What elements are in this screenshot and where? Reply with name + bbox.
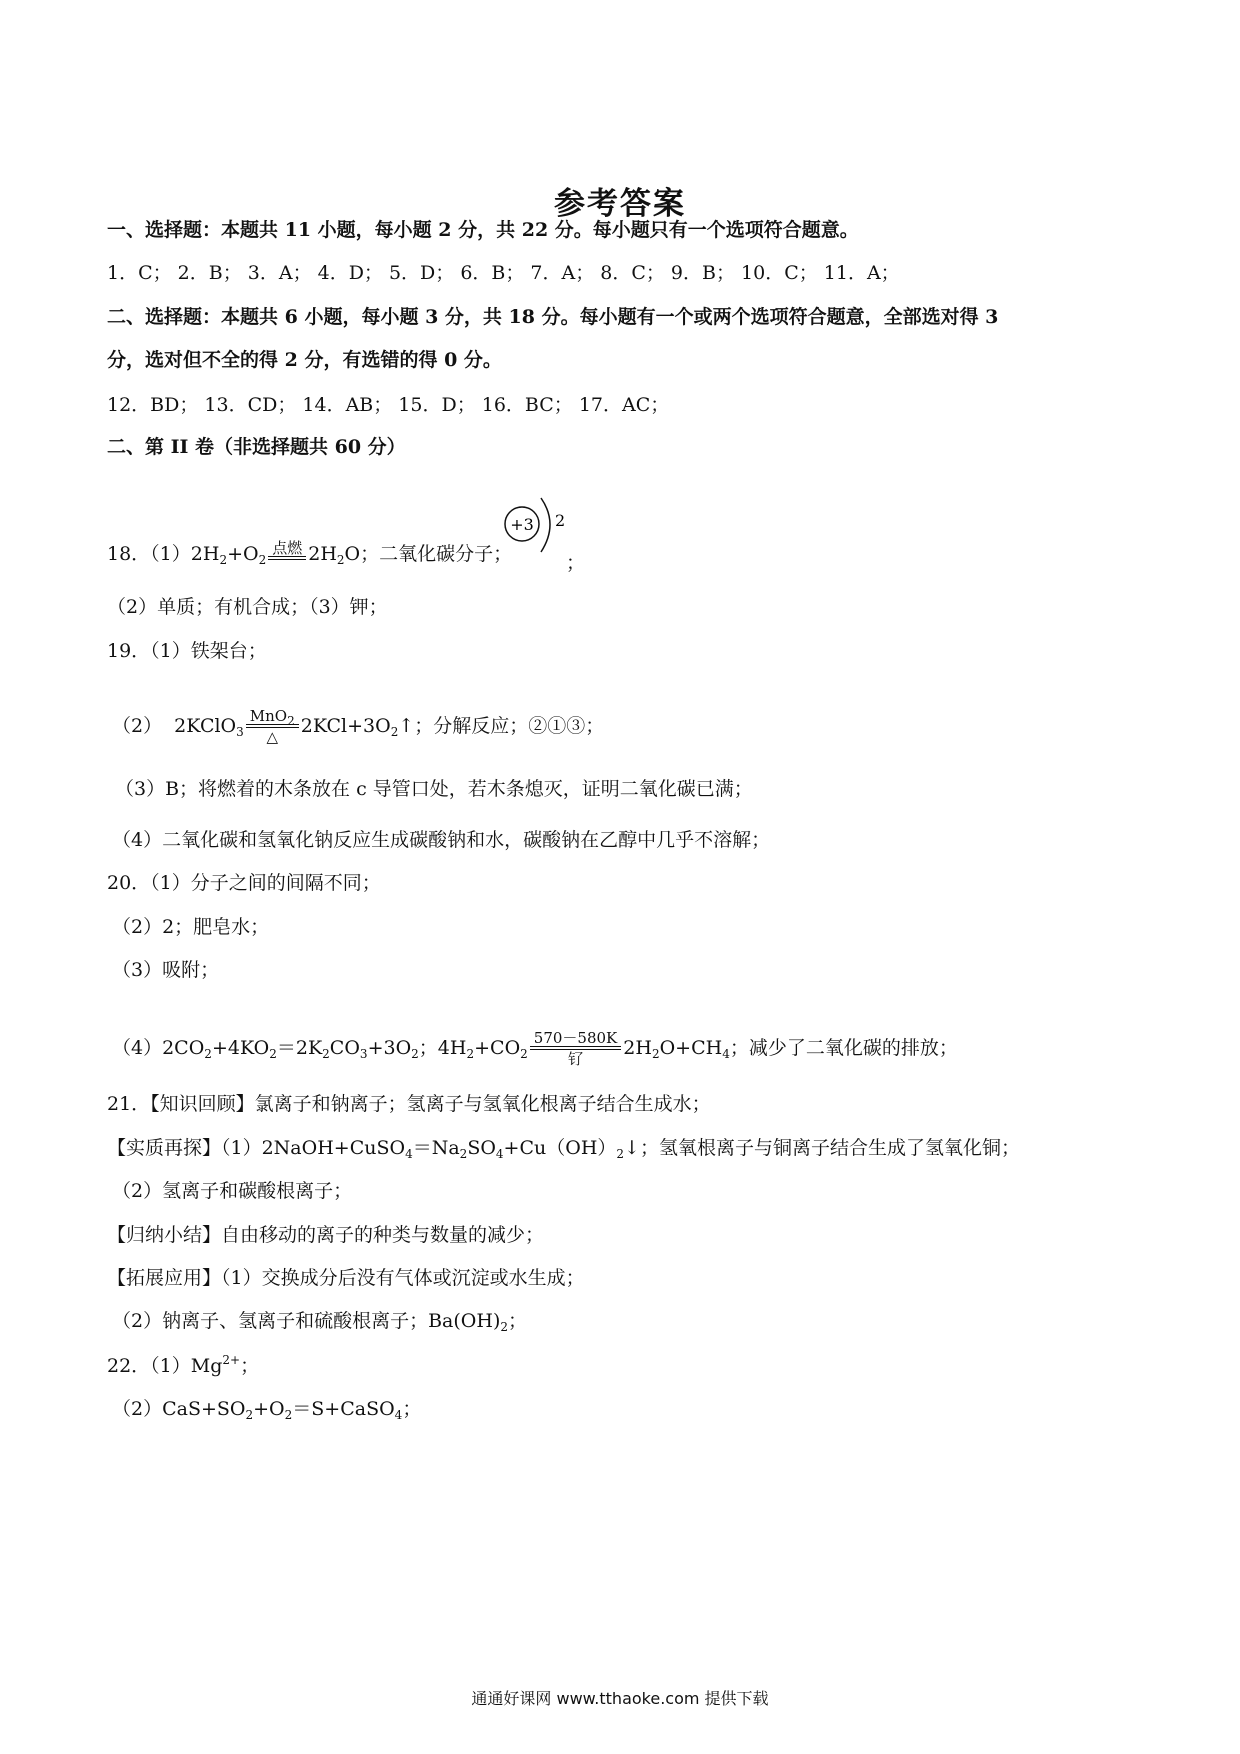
section2-answers: 12．BD； 13．CD； 14．AB； 15．D； 16．BC； 17．AC； [107, 394, 670, 416]
q18-line2: （2）单质；有机合成；（3）钾； [107, 596, 388, 618]
q18-condition: 点燃 [272, 539, 303, 557]
atom-shell-label: 2 [555, 511, 565, 530]
q20-line4-prefix: （4） [112, 1037, 163, 1059]
q22-line1-sup: 2+ [222, 1353, 241, 1367]
q18-prefix: 18．（1）2H [107, 543, 220, 565]
q21-line2-suffix: ；氢氧根离子与铜离子结合生成了氢氧化铜； [639, 1137, 1020, 1159]
q22-line2-mid: +O [253, 1398, 285, 1420]
q18-line1: 18．$(1)2H_2+O_2$ 点燃 $2H_2O$；二氧化碳分子； [107, 540, 512, 570]
q19-line2: （2） 2KClO$_3$ MnO$_2$ △ $2KCl+3O_2↑$；分解反应；②①③； [112, 707, 605, 746]
page-footer: 通通好课网 www.tthaoke.com 提供下载 [471, 1689, 769, 1708]
section2-header-line1: 二、选择题：本题共 6 小题，每小题 3 分，共 18 分。每小题有一个或两个选项符合题意，全部选对得 3 [107, 306, 999, 328]
q18-end: ； [566, 552, 586, 574]
q22-line1-prefix: 22．（1）Mg [107, 1355, 223, 1377]
q22-line2-suffix: ＝S+CaSO [292, 1398, 395, 1420]
reaction-condition [268, 540, 306, 570]
section1-header: 一、选择题：本题共 11 小题，每小题 2 分，共 22 分。每小题只有一个选项符合题意。 [107, 219, 859, 241]
q21-line6-prefix: （2）钠离子、氢离子和硫酸根离子；Ba(OH) [112, 1310, 501, 1332]
q21-line3: （2）氢离子和碳酸根离子； [112, 1180, 353, 1202]
q20-temp: 570－580K [533, 1029, 618, 1047]
q22-line1 [107, 1353, 259, 1379]
q19-line1: 19．（1）铁架台； [107, 640, 267, 662]
q19-heat: △ [266, 728, 279, 746]
q21-line2-prefix: 【实质再探】（1） [107, 1137, 262, 1159]
q20-line1: 20．（1）分子之间的间隔不同； [107, 872, 381, 894]
q19-line4: （4）二氧化碳和氢氧化钠反应生成碳酸钠和水，碳酸钠在乙醇中几乎不溶解； [112, 829, 771, 851]
q19-line3: （3）B；将燃着的木条放在 c 导管口处，若木条熄灭，证明二氧化碳已满； [115, 778, 753, 800]
reaction-condition [530, 1030, 621, 1068]
q19-line2-prefix: （2） [112, 715, 163, 737]
q20-catalyst: 钌 [568, 1050, 584, 1068]
q22-line2-prefix: （2）CaS+SO [112, 1398, 246, 1420]
q21-line6 [112, 1308, 527, 1334]
section2-header-line2: 分，选对但不全的得 2 分，有选错的得 0 分。 [107, 349, 502, 371]
q19-line2-suffix: ；分解反应；②①③； [414, 715, 605, 737]
q20-line4: $(4)2CO_2+4KO_2=2K_2CO_3+3O_2$；$4H_2+CO_2$ 570－580K 钌 $2H_2O+CH_4$；减少了二氧化碳的排放； [112, 1029, 958, 1068]
q20-line4-suffix: 减少了二氧化碳的排放； [748, 1037, 958, 1059]
page-title: 参考答案 [554, 186, 686, 222]
q21-line6-suffix: ； [508, 1310, 528, 1332]
q21-line5: 【拓展应用】（1）交换成分后没有气体或沉淀或水生成； [107, 1267, 585, 1289]
q21-line4: 【归纳小结】自由移动的离子的种类与数量的减少； [107, 1224, 545, 1246]
q19-catalyst: MnO [249, 707, 288, 725]
q20-line3: （3）吸附； [112, 959, 220, 981]
atom-nucleus-label: +3 [510, 515, 534, 534]
lithium-atom-diagram [495, 492, 565, 564]
q22-line2: $(2)CaS+SO_2+O_2=S+CaSO_4$； [112, 1398, 422, 1422]
reaction-condition: MnO$_2$ △ [246, 708, 299, 746]
q22-line2-end: ； [402, 1398, 422, 1420]
section1-answers: 1．C； 2．B； 3．A； 4．D； 5．D； 6．B； 7．A； 8．C； 9．B； 10．C； 11．A； [107, 262, 900, 284]
section3-header: 二、第 II 卷（非选择题共 60 分） [107, 436, 406, 458]
q21-line6-sub: 2 [500, 1320, 508, 1334]
q20-line2: （2）2；肥皂水； [112, 916, 270, 938]
q21-line2: 【实质再探】$(1)2NaOH+CuSO_4=Na_2SO_4+Cu(OH)_2↓$；氢氧根离子与铜离子结合生成了氢氧化铜； [107, 1137, 1020, 1161]
q18-text-after: ；二氧化碳分子； [360, 543, 513, 565]
q21-line1: 21．【知识回顾】氯离子和钠离子；氢离子与氢氧化根离子结合生成水； [107, 1093, 711, 1115]
q22-line1-suffix: ； [240, 1355, 260, 1377]
